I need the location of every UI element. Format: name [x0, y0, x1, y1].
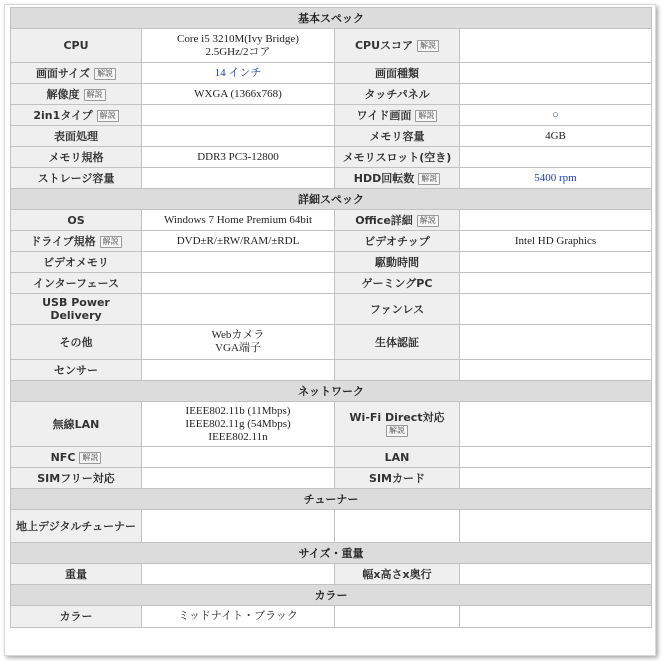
- sim-card-label: SIMカード: [335, 468, 460, 489]
- cpu-clock: 2.5GHz/2コア: [205, 45, 271, 58]
- os-value: Windows 7 Home Premium 64bit: [142, 210, 335, 231]
- memory-slot-value: [460, 147, 652, 168]
- video-chip-value: Intel HD Graphics: [460, 231, 652, 252]
- office-label: Office詳細 解説: [335, 210, 460, 231]
- other-vga: VGA端子: [215, 342, 261, 354]
- spec-table: [10, 7, 652, 628]
- cpu-label: CPU: [11, 29, 142, 63]
- other-value: [142, 325, 335, 360]
- kaisetsu-button[interactable]: 解説: [94, 68, 116, 80]
- color-blank-label: [335, 606, 460, 628]
- dimensions-label: 幅x高さx奥行: [335, 564, 460, 585]
- video-chip-label: ビデオチップ: [335, 231, 460, 252]
- video-memory-label: ビデオメモリ: [11, 252, 142, 273]
- drive-time-label: 駆動時間: [335, 252, 460, 273]
- resolution-value: WXGA (1366x768): [142, 84, 335, 105]
- digital-tuner-value: [142, 510, 335, 543]
- digital-tuner-label: 地上デジタルチューナー: [11, 510, 142, 543]
- section-header-network: ネットワーク: [11, 381, 652, 402]
- sim-card-value: [460, 468, 652, 489]
- twoinone-label: 2in1タイプ 解説: [11, 105, 142, 126]
- office-value: [460, 210, 652, 231]
- storage-label: ストレージ容量: [11, 168, 142, 189]
- wlan-value: [142, 402, 335, 447]
- wide-screen-value: ○: [460, 105, 652, 126]
- color-value: ミッドナイト・ブラック: [142, 606, 335, 628]
- kaisetsu-button[interactable]: 解説: [386, 425, 408, 437]
- kaisetsu-button[interactable]: 解説: [100, 236, 122, 248]
- wlan-11g: IEEE802.11g (54Mbps): [185, 417, 291, 430]
- bio-auth-label: 生体認証: [335, 325, 460, 360]
- storage-value: [142, 168, 335, 189]
- wifi-direct-label: Wi-Fi Direct対応 解説: [335, 402, 460, 447]
- wifi-direct-value: [460, 402, 652, 447]
- resolution-label: 解像度 解説: [11, 84, 142, 105]
- nfc-value: [142, 447, 335, 468]
- usb-pd-value: [142, 294, 335, 325]
- kaisetsu-button[interactable]: 解説: [415, 110, 437, 122]
- color-blank-value: [460, 606, 652, 628]
- hdd-rpm-label: HDD回転数 解説: [335, 168, 460, 189]
- weight-label: 重量: [11, 564, 142, 585]
- wlan-label: 無線LAN: [11, 402, 142, 447]
- lan-label: LAN: [335, 447, 460, 468]
- section-header-detail: 詳細スペック: [11, 189, 652, 210]
- kaisetsu-button[interactable]: 解説: [84, 89, 106, 101]
- kaisetsu-button[interactable]: 解説: [417, 40, 439, 52]
- memory-spec-value: DDR3 PC3-12800: [142, 147, 335, 168]
- tuner-blank-value: [460, 510, 652, 543]
- kaisetsu-button[interactable]: 解説: [97, 110, 119, 122]
- gaming-pc-value: [460, 273, 652, 294]
- drive-label: ドライブ規格 解説: [11, 231, 142, 252]
- other-webcam: Webカメラ: [211, 329, 265, 341]
- memory-spec-label: メモリ規格: [11, 147, 142, 168]
- wlan-11n: IEEE802.11n: [208, 430, 268, 443]
- memory-slot-label: メモリスロット(空き): [335, 147, 460, 168]
- lan-value: [460, 447, 652, 468]
- memory-capacity-value: 4GB: [460, 126, 652, 147]
- hdd-rpm-value[interactable]: 5400 rpm: [460, 168, 652, 189]
- sensor-value: [142, 360, 335, 381]
- nfc-label: NFC 解説: [11, 447, 142, 468]
- touch-panel-value: [460, 84, 652, 105]
- interface-value: [142, 273, 335, 294]
- video-memory-value: [142, 252, 335, 273]
- screen-type-label: 画面種類: [335, 63, 460, 84]
- wide-screen-label: ワイド画面 解説: [335, 105, 460, 126]
- section-header-color: カラー: [11, 585, 652, 606]
- sensor-blank-value: [460, 360, 652, 381]
- kaisetsu-button[interactable]: 解説: [418, 173, 440, 185]
- usb-pd-label: USB Power Delivery: [11, 294, 142, 325]
- fanless-value: [460, 294, 652, 325]
- fanless-label: ファンレス: [335, 294, 460, 325]
- tuner-blank-label: [335, 510, 460, 543]
- kaisetsu-button[interactable]: 解説: [417, 215, 439, 227]
- twoinone-value: [142, 105, 335, 126]
- screen-size-label: 画面サイズ 解説: [11, 63, 142, 84]
- weight-value: [142, 564, 335, 585]
- sim-free-label: SIMフリー対応: [11, 468, 142, 489]
- drive-value: DVD±R/±RW/RAM/±RDL: [142, 231, 335, 252]
- dimensions-value: [460, 564, 652, 585]
- cpu-score-label: CPUスコア 解説: [335, 29, 460, 63]
- spec-table-frame: [4, 4, 656, 656]
- cpu-score-value: [460, 29, 652, 63]
- screen-type-value: [460, 63, 652, 84]
- memory-capacity-label: メモリ容量: [335, 126, 460, 147]
- drive-time-value: [460, 252, 652, 273]
- wlan-11b: IEEE802.11b (11Mbps): [185, 404, 291, 417]
- sensor-blank-label: [335, 360, 460, 381]
- kaisetsu-button[interactable]: 解説: [79, 452, 101, 464]
- screen-size-value[interactable]: 14 インチ: [142, 63, 335, 84]
- color-label: カラー: [11, 606, 142, 628]
- sim-free-value: [142, 468, 335, 489]
- cpu-model: Core i5 3210M(Ivy Bridge): [177, 32, 299, 45]
- section-header-size: サイズ・重量: [11, 543, 652, 564]
- bio-auth-value: [460, 325, 652, 360]
- os-label: OS: [11, 210, 142, 231]
- cpu-value: [142, 29, 335, 63]
- sensor-label: センサー: [11, 360, 142, 381]
- section-header-tuner: チューナー: [11, 489, 652, 510]
- interface-label: インターフェース: [11, 273, 142, 294]
- section-header-basic: 基本スペック: [11, 8, 652, 29]
- other-label: その他: [11, 325, 142, 360]
- touch-panel-label: タッチパネル: [335, 84, 460, 105]
- gaming-pc-label: ゲーミングPC: [335, 273, 460, 294]
- surface-value: [142, 126, 335, 147]
- surface-label: 表面処理: [11, 126, 142, 147]
